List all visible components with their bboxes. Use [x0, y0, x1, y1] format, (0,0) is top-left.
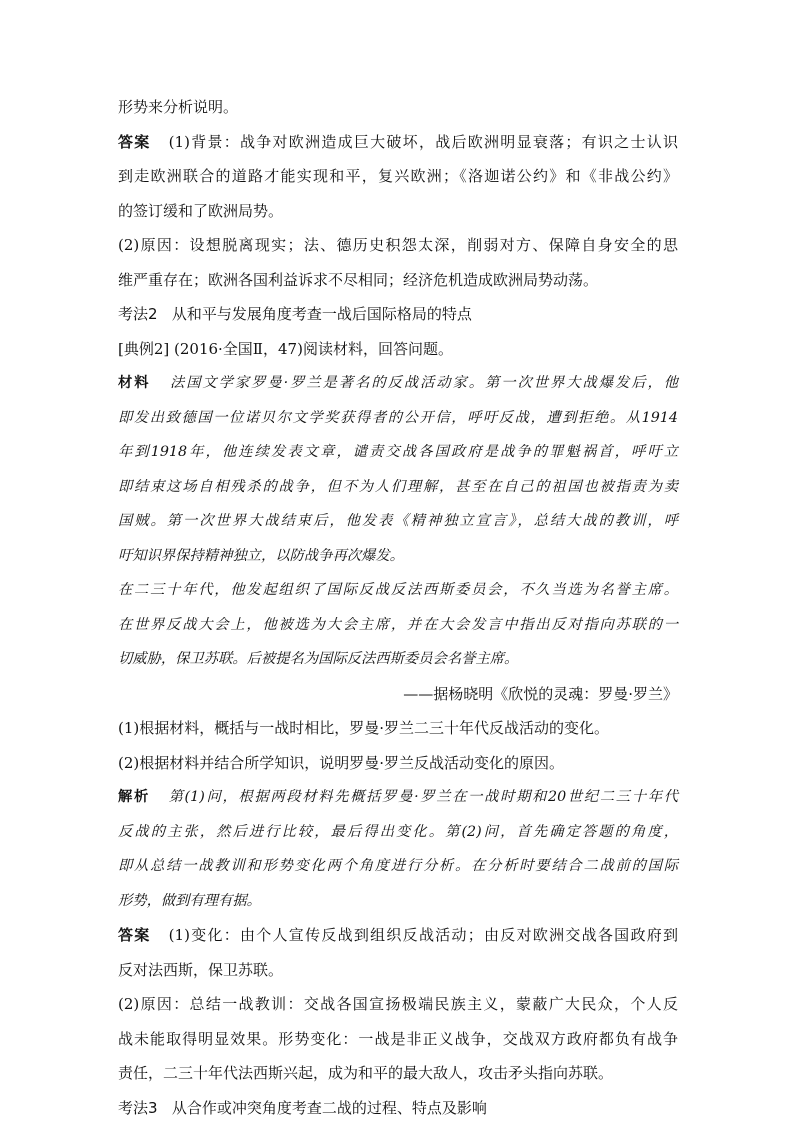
intro-tail: 形势来分析说明。: [118, 90, 678, 125]
material-line-8: 在世界反战大会上，他被选为大会主席，并在大会发言中指出反对指向苏联的一: [118, 608, 678, 643]
material-source: ——据杨晓明《欣悦的灵魂：罗曼·罗兰》: [118, 677, 678, 712]
answer2-reason-1: (2)原因：总结一战教训：交战各国宣扬极端民族主义，蒙蔽广大民众，个人反: [118, 987, 678, 1022]
method2-label: 考法2: [118, 305, 158, 323]
method3-heading: [118, 1091, 678, 1125]
example2-heading: [典例2] (2016·全国Ⅱ，47)阅读材料，回答问题。: [118, 332, 678, 367]
analysis-line-4: 形势，做到有理有据。: [118, 884, 678, 919]
answer1-reason-1: (2)原因：设想脱离现实；法、德历史积怨太深，削弱对方、保障自身安全的思: [118, 228, 678, 263]
method2-title: 从和平与发展角度考查一战后国际格局的特点: [172, 305, 472, 323]
analysis-line-1: 解析 第(1)问，根据两段材料先概括罗曼·罗兰在一战时期和20世纪二三十年代: [118, 780, 678, 815]
answer-label: 答案: [118, 926, 151, 944]
answer1-line-1: 答案 (1)背景：战争对欧洲造成巨大破坏，战后欧洲明显衰落；有识之士认识: [118, 125, 678, 160]
answer2-reason-2: 战未能取得明显效果。形势变化：一战是非正义战争，交战双方政府都负有战争: [118, 1022, 678, 1057]
answer1-line-3: 的签订缓和了欧洲局势。: [118, 194, 678, 229]
material-line-9: 切威胁，保卫苏联。后被提名为国际反法西斯委员会名誉主席。: [118, 642, 678, 677]
material-line-2: 即发出致德国一位诺贝尔文学奖获得者的公开信，呼吁反战，遭到拒绝。从1914: [118, 401, 678, 436]
material-line-5: 国贼。第一次世界大战结束后，他发表《精神独立宣言》，总结大战的教训，呼: [118, 504, 678, 539]
material-line-7: 在二三十年代，他发起组织了国际反战反法西斯委员会，不久当选为名誉主席。: [118, 573, 678, 608]
material-line-3: 年到1918年，他连续发表文章，谴责交战各国政府是战争的罪魁祸首，呼吁立: [118, 435, 678, 470]
analysis-label: 解析: [118, 789, 150, 805]
method3-title: 从合作或冲突角度考查二战的过程、特点及影响: [172, 1099, 487, 1117]
answer1-line-2: 到走欧洲联合的道路才能实现和平，复兴欧洲；《洛迦诺公约》和《非战公约》: [118, 159, 678, 194]
document-page: [118, 90, 678, 1125]
answer1-reason-2: 维严重存在；欧洲各国利益诉求不尽相同；经济危机造成欧洲局势动荡。: [118, 263, 678, 298]
material-line-1: 材料 法国文学家罗曼·罗兰是著名的反战活动家。第一次世界大战爆发后，他: [118, 366, 678, 401]
material-line-4: 即结束这场自相残杀的战争，但不为人们理解，甚至在自己的祖国也被指责为卖: [118, 470, 678, 505]
answer2-reason-3: 责任，二三十年代法西斯兴起，成为和平的最大敌人，攻击矛头指向苏联。: [118, 1056, 678, 1091]
method2-heading: [118, 297, 678, 332]
method3-label: 考法3: [118, 1099, 158, 1117]
analysis-line-3: 即从总结一战教训和形势变化两个角度进行分析。在分析时要结合二战前的国际: [118, 849, 678, 884]
answer2-line-2: 反对法西斯，保卫苏联。: [118, 953, 678, 988]
answer2-line-1: 答案 (1)变化：由个人宣传反战到组织反战活动；由反对欧洲交战各国政府到: [118, 918, 678, 953]
material-label: 材料: [118, 375, 150, 391]
question-1: (1)根据材料，概括与一战时相比，罗曼·罗兰二三十年代反战活动的变化。: [118, 711, 678, 746]
question-2: (2)根据材料并结合所学知识，说明罗曼·罗兰反战活动变化的原因。: [118, 746, 678, 781]
answer-label: 答案: [118, 133, 151, 151]
material-line-6: 吁知识界保持精神独立，以防战争再次爆发。: [118, 539, 678, 574]
analysis-line-2: 反战的主张，然后进行比较，最后得出变化。第(2)问，首先确定答题的角度，: [118, 815, 678, 850]
